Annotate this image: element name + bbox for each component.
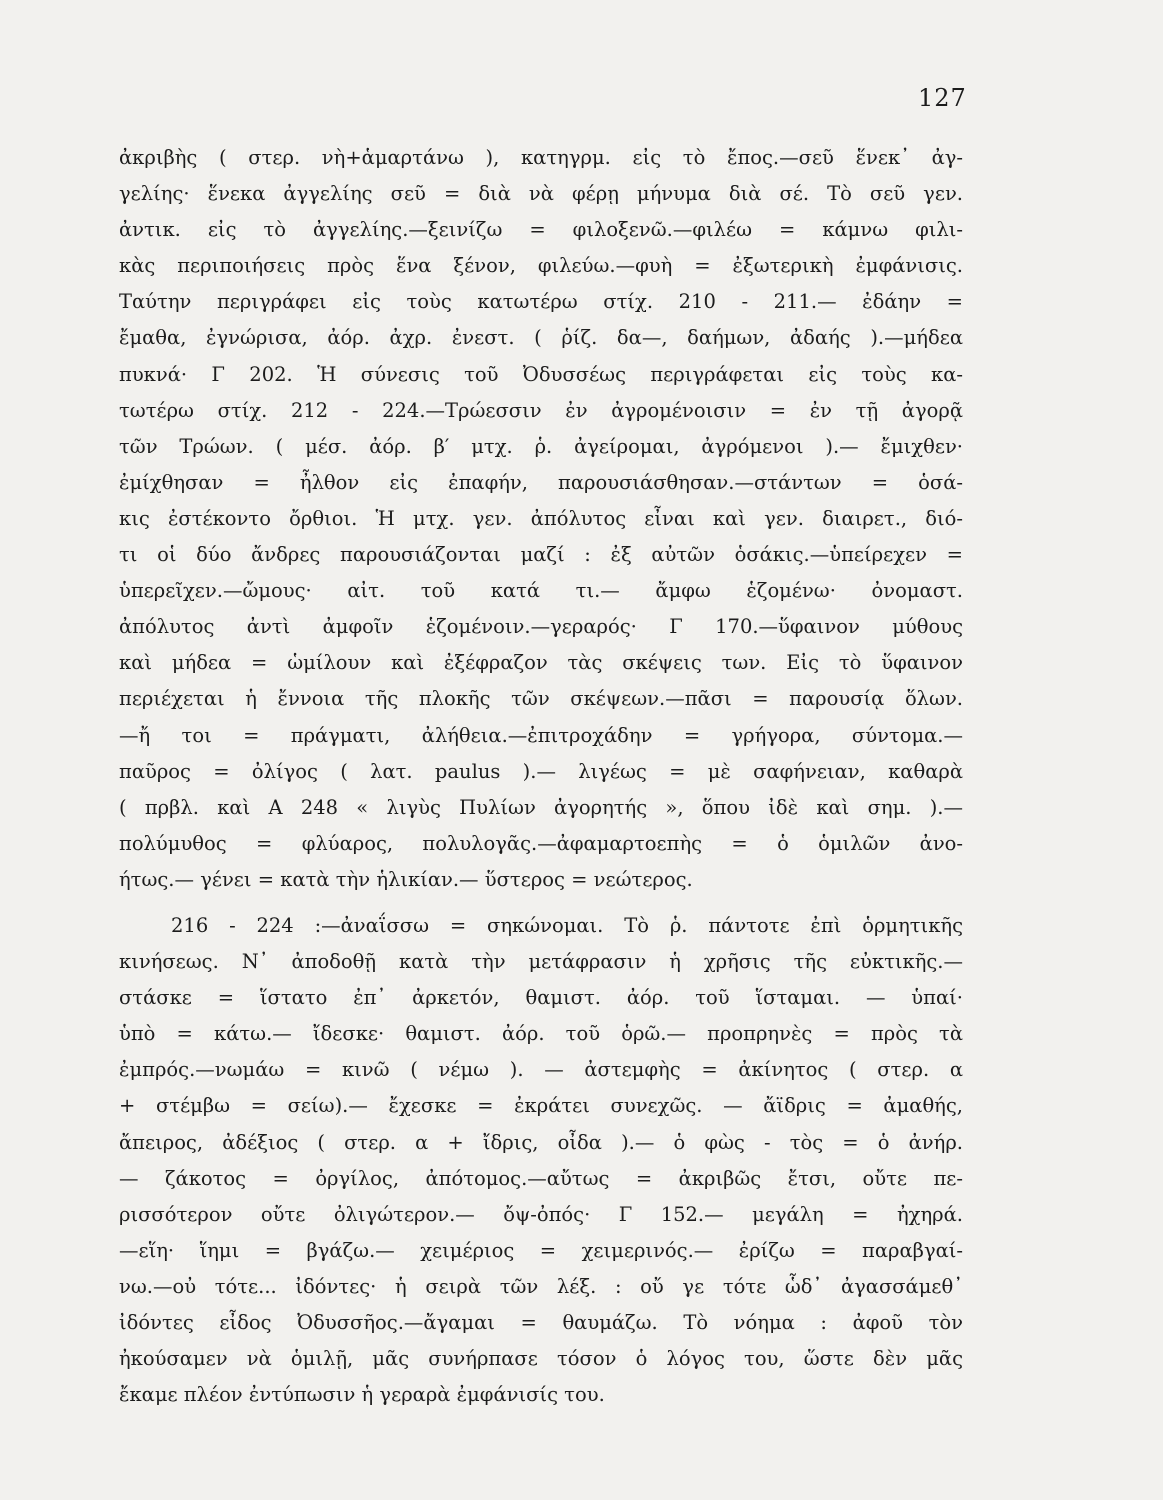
text-line: ἔμαθα, ἐγνώρισα, ἀόρ. ἀχρ. ἐνεστ. ( ῥίζ. δα—, δαήμων, ἀδαής ).—μήδεα [119, 326, 963, 350]
text-line: + στέμβω = σείω).— ἔχεσκε = ἐκράτει συνεχῶς. — ἄϊδρις = ἀμαθής, [119, 1094, 963, 1118]
text-line: πολύμυθος = φλύαρος, πολυλογᾶς.—ἀφαμαρτοεπὴς = ὁ ὁμιλῶν ἀνο- [119, 831, 963, 855]
page-number: 127 [918, 84, 967, 112]
text-line: καὶ μήδεα = ὡμίλουν καὶ ἐξέφραζον τὰς σκέψεις των. Εἰς τὸ ὕφαινον [119, 651, 963, 675]
text-line: —εἵη· ἵημι = βγάζω.— χειμέριος = χειμερινός.— ἐρίζω = παραβγαί- [119, 1238, 963, 1262]
text-line: κὰς περιποιήσεις πρὸς ἕνα ξένον, φιλεύω.—φυὴ = ἐξωτερικὴ ἐμφάνισις. [119, 254, 963, 278]
text-line: τῶν Τρώων. ( μέσ. ἀόρ. β′ μτχ. ῥ. ἀγείρομαι, ἀγρόμενοι ).— ἔμιχθεν· [119, 434, 963, 458]
text-line: γελίης· ἕνεκα ἀγγελίης σεῦ = διὰ νὰ φέρῃ μήνυμα διὰ σέ. Τὸ σεῦ γεν. [119, 182, 963, 206]
text-line: 216 - 224 :—ἀναΐσσω = σηκώνομαι. Τὸ ῥ. πάντοτε ἐπὶ ὁρμητικῆς [171, 914, 963, 937]
text-line: — ζάκοτος = ὀργίλος, ἀπότομος.—αὔτως = ἀκριβῶς ἔτσι, οὔτε πε- [119, 1166, 963, 1190]
text-line: παῦρος = ὀλίγος ( λατ. paulus ).— λιγέως = μὲ σαφήνειαν, καθαρὰ [119, 759, 963, 783]
text-line: ἀπόλυτος ἀντὶ ἀμφοῖν ἑζομένοιν.—γεραρός· Γ 170.—ὕφαινον μύθους [119, 615, 963, 639]
text-line: Ταύτην περιγράφει εἰς τοὺς κατωτέρω στίχ. 210 - 211.— ἐδάην = [119, 290, 963, 314]
text-line: ρισσότερον οὔτε ὀλιγώτερον.— ὄψ-ὀπός· Γ 152.— μεγάλη = ἠχηρά. [119, 1202, 963, 1226]
text-line: ἀντικ. εἰς τὸ ἀγγελίης.—ξεινίζω = φιλοξενῶ.—φιλέω = κάμνω φιλι- [119, 218, 963, 242]
text-line: στάσκε = ἵστατο ἐπ᾽ ἀρκετόν, θαμιστ. ἀόρ. τοῦ ἵσταμαι. — ὑπαί· [119, 986, 963, 1010]
text-line: ἄπειρος, ἀδέξιος ( στερ. α + ἴδρις, οἶδα ).— ὁ φὼς - τὸς = ὁ ἀνήρ. [119, 1130, 963, 1154]
text-line: τωτέρω στίχ. 212 - 224.—Τρώεσσιν ἐν ἀγρομένοισιν = ἐν τῇ ἀγορᾷ [119, 398, 963, 422]
text-line: περιέχεται ἡ ἔννοια τῆς πλοκῆς τῶν σκέψεων.—πᾶσι = παρουσίᾳ ὅλων. [119, 687, 963, 711]
text-line: ὑπὸ = κάτω.— ἴδεσκε· θαμιστ. ἀόρ. τοῦ ὁρῶ.— προπρηνὲς = πρὸς τὰ [119, 1022, 963, 1046]
text-line: κινήσεως. Ν᾽ ἀποδοθῇ κατὰ τὴν μετάφρασιν ἡ χρῆσις τῆς εὐκτικῆς.— [119, 950, 963, 974]
text-line: ἐμίχθησαν = ἦλθον εἰς ἐπαφήν, παρουσιάσθησαν.—στάντων = ὁσά- [119, 470, 963, 494]
text-line: ( πρβλ. καὶ Α 248 « λιγὺς Πυλίων ἀγορητής », ὅπου ἰδὲ καὶ σημ. ).— [119, 795, 963, 819]
paragraph-2 [119, 908, 963, 1413]
text-line: πυκνά· Γ 202. Ἡ σύνεσις τοῦ Ὀδυσσέως περιγράφεται εἰς τοὺς κα- [119, 362, 963, 386]
text-line: ἀκριβὴς ( στερ. νὴ+ἁμαρτάνω ), κατηγρμ. εἰς τὸ ἔπος.—σεῦ ἕνεκ᾽ ἀγ- [119, 146, 963, 169]
text-line: κις ἐστέκοντο ὄρθιοι. Ἡ μτχ. γεν. ἀπόλυτος εἶναι καὶ γεν. διαιρετ., διό- [119, 506, 963, 530]
paragraph-1 [119, 140, 963, 898]
text-line: ἔκαμε πλέον ἐντύπωσιν ἡ γεραρὰ ἐμφάνισίς του. [119, 1383, 605, 1407]
text-line: ἐμπρός.—νωμάω = κινῶ ( νέμω ). — ἀστεμφὴς = ἀκίνητος ( στερ. α [119, 1058, 963, 1082]
text-line: ήτως.— γένει = κατὰ τὴν ἡλικίαν.— ὕστερος = νεώτερος. [119, 867, 693, 891]
text-line: ὑπερεῖχεν.—ὤμους· αἰτ. τοῦ κατά τι.— ἄμφω ἑζομένω· ὀνομαστ. [119, 579, 963, 603]
text-line: νω.—οὐ τότε... ἰδόντες· ἡ σειρὰ τῶν λέξ. : οὔ γε τότε ὧδ᾽ ἀγασσάμεθ᾽ [119, 1274, 963, 1298]
text-line: τι οἱ δύο ἄνδρες παρουσιάζονται μαζί : ἐξ αὐτῶν ὁσάκις.—ὑπείρεχεν = [119, 543, 963, 567]
text-line: ἠκούσαμεν νὰ ὁμιλῇ, μᾶς συνήρπασε τόσον ὁ λόγος του, ὥστε δὲν μᾶς [119, 1347, 963, 1371]
text-line: —ἤ τοι = πράγματι, ἀλήθεια.—ἐπιτροχάδην = γρήγορα, σύντομα.— [119, 723, 963, 747]
text-line: ἰδόντες εἶδος Ὀδυσσῆος.—ἄγαμαι = θαυμάζω. Τὸ νόημα : ἀφοῦ τὸν [119, 1311, 963, 1335]
